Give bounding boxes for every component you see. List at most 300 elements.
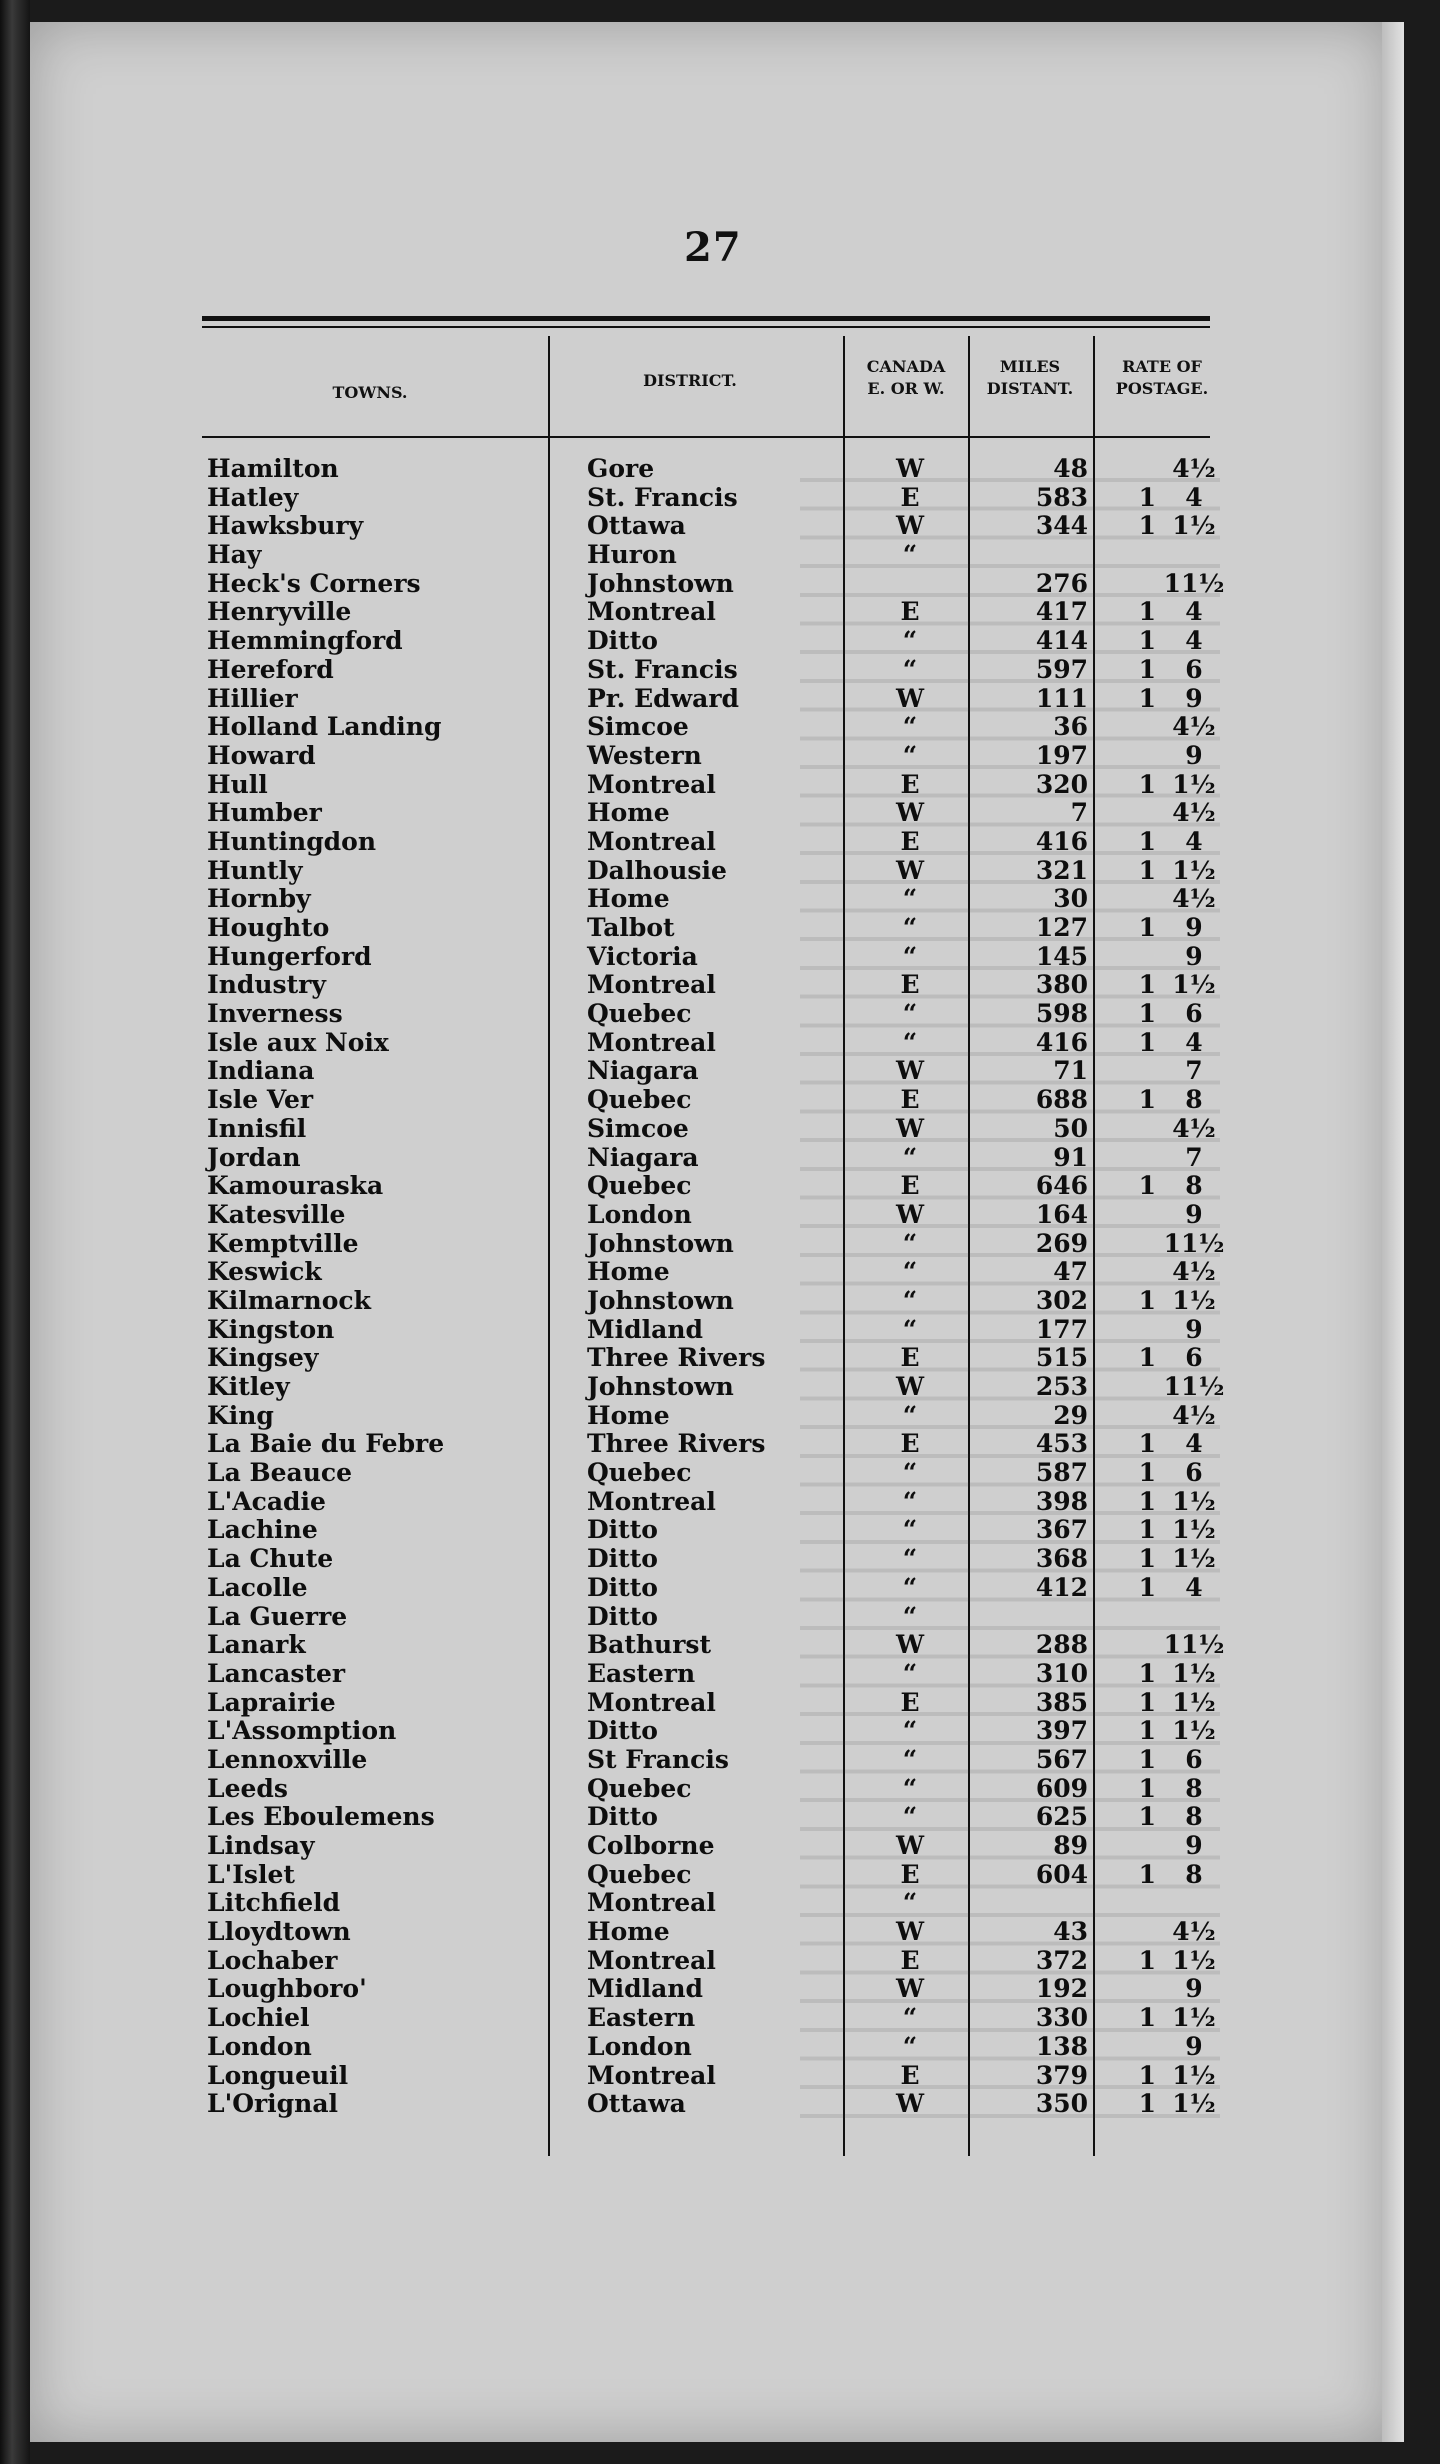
- table-row: [202, 1775, 1212, 1804]
- town-cell: London: [207, 2031, 312, 2061]
- miles-cell: 29: [1053, 1400, 1088, 1430]
- table-row: [202, 568, 1225, 599]
- rate-pence-cell: 6: [1185, 999, 1203, 1029]
- table-row: [202, 656, 1212, 685]
- town-cell: Kingston: [207, 1314, 335, 1344]
- canada-cell: “: [902, 1572, 918, 1602]
- miles-cell: 111: [1035, 683, 1088, 713]
- town-cell: Huntly: [207, 855, 303, 885]
- miles-cell: 50: [1053, 1113, 1088, 1143]
- rate-pence-cell: 9: [1185, 1974, 1203, 2004]
- district-cell: Western: [587, 740, 702, 770]
- rate-pence-cell: 8: [1185, 1773, 1203, 1803]
- town-cell: Hatley: [207, 482, 299, 512]
- canada-cell: W: [895, 454, 925, 483]
- rate-pence-cell: 1½: [1172, 2003, 1216, 2033]
- canada-cell: “: [902, 654, 918, 684]
- rate-pence-cell: 4: [1185, 1027, 1203, 1057]
- rate-pence-cell: 11½: [1163, 1630, 1225, 1660]
- town-cell: Lanark: [207, 1630, 306, 1660]
- town-cell: La Baie du Febre: [207, 1429, 445, 1459]
- table-row: [202, 970, 1216, 1000]
- table-row: [202, 1172, 1212, 1201]
- miles-cell: 398: [1035, 1486, 1088, 1516]
- header-canada: [846, 356, 966, 400]
- rate-shillings-cell: 1: [1138, 769, 1156, 799]
- district-cell: Dalhousie: [587, 855, 727, 885]
- table-row: [202, 884, 1216, 914]
- town-cell: La Chute: [207, 1544, 334, 1574]
- canada-cell: “: [902, 1544, 918, 1574]
- town-cell: Lochiel: [207, 2003, 310, 2033]
- table-row: [202, 2089, 1216, 2119]
- town-cell: Longueuil: [207, 2060, 349, 2090]
- district-cell: St. Francis: [587, 482, 738, 512]
- district-cell: Quebec: [587, 999, 692, 1029]
- town-cell: Hillier: [207, 683, 298, 713]
- town-cell: Isle Ver: [207, 1085, 314, 1115]
- district-cell: Eastern: [587, 1658, 696, 1688]
- town-cell: L'Assomption: [207, 1716, 397, 1746]
- town-cell: Hereford: [207, 654, 334, 684]
- district-cell: Eastern: [587, 2003, 696, 2033]
- table-row: [202, 1113, 1216, 1144]
- district-cell: Three Rivers: [587, 1429, 766, 1459]
- rate-shillings-cell: 1: [1138, 597, 1156, 627]
- rate-shillings-cell: 1: [1138, 1773, 1156, 1803]
- miles-cell: 310: [1035, 1658, 1088, 1688]
- rate-shillings-cell: 1: [1138, 1515, 1156, 1545]
- table-row: [202, 742, 1212, 771]
- miles-cell: 71: [1053, 1056, 1088, 1086]
- miles-cell: 367: [1035, 1515, 1088, 1545]
- rate-shillings-cell: 1: [1138, 1687, 1156, 1717]
- rate-shillings-cell: 1: [1138, 1429, 1156, 1459]
- canada-cell: E: [900, 826, 920, 856]
- header-miles-line2: DISTANT.: [986, 379, 1074, 398]
- table-row: [202, 454, 1216, 484]
- district-cell: Montreal: [587, 1486, 716, 1516]
- district-cell: Simcoe: [587, 1113, 689, 1143]
- table-row: [202, 1975, 1212, 2004]
- miles-cell: 688: [1035, 1085, 1088, 1115]
- miles-cell: 321: [1035, 855, 1088, 885]
- district-cell: London: [587, 1199, 692, 1229]
- rate-pence-cell: 8: [1185, 1085, 1203, 1115]
- canada-cell: E: [900, 1859, 920, 1889]
- table-row: [202, 1257, 1216, 1287]
- rate-pence-cell: 4½: [1172, 1113, 1216, 1143]
- canada-cell: “: [902, 1257, 918, 1287]
- rate-shillings-cell: 1: [1138, 1544, 1156, 1574]
- canada-cell: “: [902, 712, 918, 742]
- miles-cell: 269: [1035, 1228, 1088, 1258]
- town-cell: Lochaber: [207, 1945, 338, 1975]
- table-row: [202, 627, 1212, 656]
- miles-cell: 598: [1035, 999, 1088, 1029]
- miles-cell: 36: [1053, 712, 1088, 742]
- rate-pence-cell: 1½: [1172, 511, 1216, 541]
- district-cell: Ditto: [587, 1515, 658, 1545]
- rate-pence-cell: 7: [1185, 1142, 1203, 1172]
- canada-cell: “: [902, 1773, 918, 1803]
- miles-cell: 43: [1053, 1917, 1088, 1947]
- district-cell: Three Rivers: [587, 1343, 766, 1373]
- district-cell: Niagara: [587, 1142, 699, 1172]
- rate-pence-cell: 9: [1185, 1199, 1203, 1229]
- canada-cell: “: [902, 1027, 918, 1057]
- town-cell: King: [207, 1400, 274, 1430]
- district-cell: Ditto: [587, 1544, 658, 1574]
- miles-cell: 145: [1035, 941, 1088, 971]
- rate-pence-cell: 4½: [1172, 884, 1216, 914]
- rate-shillings-cell: 1: [1138, 1945, 1156, 1975]
- canada-cell: E: [900, 1343, 920, 1373]
- rate-shillings-cell: 1: [1138, 626, 1156, 656]
- miles-cell: 276: [1035, 568, 1088, 598]
- table-row: [202, 1486, 1216, 1517]
- district-cell: Simcoe: [587, 712, 689, 742]
- rate-shillings-cell: 1: [1138, 1458, 1156, 1488]
- district-cell: Colborne: [587, 1831, 715, 1860]
- miles-cell: 567: [1035, 1744, 1088, 1774]
- table-row: [202, 598, 1212, 627]
- table-row: [202, 2060, 1216, 2091]
- miles-cell: 453: [1035, 1429, 1088, 1459]
- town-cell: Hull: [207, 769, 268, 799]
- rate-pence-cell: 4½: [1172, 1257, 1216, 1287]
- table-row: [202, 2033, 1212, 2062]
- canada-cell: “: [902, 2003, 918, 2033]
- miles-cell: 587: [1035, 1458, 1088, 1488]
- canada-cell: E: [900, 1171, 920, 1201]
- rate-pence-cell: 7: [1185, 1056, 1203, 1086]
- miles-cell: 164: [1035, 1199, 1088, 1229]
- rate-shillings-cell: 1: [1138, 1285, 1156, 1315]
- district-cell: Talbot: [587, 913, 675, 942]
- miles-cell: 380: [1035, 970, 1088, 1000]
- town-cell: Lacolle: [207, 1572, 308, 1602]
- district-cell: St Francis: [587, 1744, 729, 1774]
- table-row: [202, 1945, 1216, 1976]
- header-canada-line2: E. OR W.: [867, 379, 945, 398]
- canada-cell: W: [895, 1372, 925, 1401]
- rate-pence-cell: 11½: [1163, 1372, 1225, 1401]
- district-cell: Johnstown: [587, 568, 734, 598]
- district-cell: Ottawa: [587, 511, 686, 541]
- header-miles-line1: MILES: [999, 357, 1061, 376]
- table-row: [202, 1746, 1212, 1775]
- district-cell: Ditto: [587, 1802, 658, 1832]
- rate-shillings-cell: 1: [1138, 482, 1156, 512]
- district-cell: Quebec: [587, 1458, 692, 1488]
- district-cell: Home: [587, 798, 670, 828]
- rate-shillings-cell: 1: [1138, 654, 1156, 684]
- table-row: [202, 1201, 1212, 1230]
- rate-shillings-cell: 1: [1138, 1027, 1156, 1057]
- miles-cell: 138: [1035, 2031, 1088, 2061]
- header-underline: [202, 436, 1210, 438]
- rate-pence-cell: 4½: [1172, 712, 1216, 742]
- canada-cell: W: [895, 855, 925, 885]
- town-cell: La Guerre: [207, 1601, 348, 1631]
- district-cell: Montreal: [587, 769, 716, 799]
- miles-cell: 646: [1035, 1171, 1088, 1201]
- canada-cell: “: [902, 1486, 918, 1516]
- table-row: [202, 1086, 1212, 1115]
- rate-pence-cell: 8: [1185, 1859, 1203, 1889]
- miles-cell: 330: [1035, 2003, 1088, 2033]
- header-rate: [1098, 356, 1226, 400]
- district-cell: Montreal: [587, 1888, 716, 1918]
- town-cell: Katesville: [207, 1199, 346, 1229]
- header-district: DISTRICT.: [643, 371, 737, 390]
- town-cell: Lennoxville: [207, 1744, 368, 1774]
- district-cell: Niagara: [587, 1056, 699, 1086]
- town-cell: L'Orignal: [207, 2089, 339, 2119]
- table-row: [202, 798, 1216, 828]
- town-cell: Jordan: [207, 1142, 301, 1172]
- miles-cell: 192: [1035, 1974, 1088, 2004]
- rate-shillings-cell: 1: [1138, 2089, 1156, 2119]
- district-cell: Ottawa: [587, 2089, 686, 2119]
- rate-shillings-cell: 1: [1138, 970, 1156, 1000]
- canada-cell: “: [902, 1458, 918, 1488]
- rate-pence-cell: 4: [1185, 482, 1203, 512]
- town-cell: Leeds: [207, 1773, 288, 1803]
- header-miles: [970, 356, 1090, 400]
- district-cell: Midland: [587, 1314, 704, 1344]
- district-cell: Gore: [587, 454, 655, 483]
- district-cell: Ditto: [587, 1716, 658, 1746]
- miles-cell: 89: [1053, 1831, 1088, 1860]
- miles-cell: 609: [1035, 1773, 1088, 1803]
- town-cell: Laprairie: [207, 1687, 336, 1717]
- table-row: [202, 1574, 1212, 1603]
- town-cell: Hay: [207, 540, 262, 570]
- table-row: [202, 1832, 1212, 1861]
- book-spine: [0, 0, 30, 2464]
- canada-cell: “: [902, 540, 918, 570]
- rate-pence-cell: 9: [1185, 1314, 1203, 1344]
- rate-shillings-cell: 1: [1138, 1744, 1156, 1774]
- district-cell: Quebec: [587, 1859, 692, 1889]
- district-cell: Quebec: [587, 1773, 692, 1803]
- miles-cell: 288: [1035, 1630, 1088, 1660]
- table-row: [202, 1400, 1216, 1431]
- district-cell: Home: [587, 1917, 670, 1947]
- canada-cell: “: [902, 1716, 918, 1746]
- district-cell: Montreal: [587, 597, 716, 627]
- table-row: [202, 769, 1216, 800]
- canada-cell: “: [902, 999, 918, 1029]
- canada-cell: E: [900, 1085, 920, 1115]
- town-cell: L'Acadie: [207, 1486, 326, 1516]
- rate-shillings-cell: 1: [1138, 1802, 1156, 1832]
- miles-cell: 416: [1035, 826, 1088, 856]
- canada-cell: “: [902, 2031, 918, 2061]
- canada-cell: W: [895, 1630, 925, 1660]
- canada-cell: “: [902, 1142, 918, 1172]
- town-cell: Indiana: [207, 1056, 315, 1086]
- town-cell: Henryville: [207, 597, 352, 627]
- rate-shillings-cell: 1: [1138, 2060, 1156, 2090]
- town-cell: Inverness: [207, 999, 343, 1029]
- rate-pence-cell: 4½: [1172, 1917, 1216, 1947]
- district-cell: Home: [587, 1257, 670, 1287]
- rate-pence-cell: 1½: [1172, 2060, 1216, 2090]
- canada-cell: W: [895, 798, 925, 828]
- table-row: [202, 1372, 1225, 1402]
- canada-cell: “: [902, 1515, 918, 1545]
- town-cell: Kingsey: [207, 1343, 319, 1373]
- table-row: [202, 1144, 1212, 1173]
- table-row: [202, 1000, 1212, 1029]
- canada-cell: “: [902, 1314, 918, 1344]
- town-cell: Isle aux Noix: [207, 1027, 389, 1057]
- rate-pence-cell: 4: [1185, 826, 1203, 856]
- rate-pence-cell: 1½: [1172, 1945, 1216, 1975]
- canada-cell: E: [900, 970, 920, 1000]
- town-cell: Industry: [207, 970, 326, 1000]
- town-cell: Lindsay: [207, 1831, 315, 1860]
- rate-pence-cell: 1½: [1172, 1486, 1216, 1516]
- district-cell: Johnstown: [587, 1372, 734, 1401]
- table-row: [202, 828, 1212, 857]
- rate-pence-cell: 1½: [1172, 1285, 1216, 1315]
- table-row: [202, 914, 1212, 943]
- miles-cell: 379: [1035, 2060, 1088, 2090]
- rate-shillings-cell: 1: [1138, 826, 1156, 856]
- rate-shillings-cell: 1: [1138, 683, 1156, 713]
- table-row: [202, 1344, 1212, 1373]
- table-row: [202, 1544, 1216, 1574]
- rate-pence-cell: 4: [1185, 626, 1203, 656]
- canada-cell: “: [902, 913, 918, 942]
- district-cell: Montreal: [587, 2060, 716, 2090]
- table-row: [202, 1603, 1212, 1632]
- town-cell: Hornby: [207, 884, 311, 914]
- rate-pence-cell: 1½: [1172, 1515, 1216, 1545]
- district-cell: Victoria: [587, 941, 698, 971]
- canada-cell: E: [900, 769, 920, 799]
- postage-table: [202, 454, 1225, 2119]
- district-cell: St. Francis: [587, 654, 738, 684]
- table-row: [202, 1285, 1216, 1316]
- town-cell: Les Eboulemens: [207, 1802, 435, 1832]
- miles-cell: 91: [1053, 1142, 1088, 1172]
- miles-cell: 344: [1035, 511, 1088, 541]
- town-cell: Kitley: [207, 1372, 290, 1401]
- miles-cell: 48: [1053, 454, 1088, 483]
- miles-cell: 368: [1035, 1544, 1088, 1574]
- canada-cell: “: [902, 1802, 918, 1832]
- table-row: [202, 1029, 1212, 1058]
- miles-cell: 625: [1035, 1802, 1088, 1832]
- rate-pence-cell: 6: [1185, 1458, 1203, 1488]
- canada-cell: “: [902, 626, 918, 656]
- table-row: [202, 943, 1212, 972]
- rate-pence-cell: 6: [1185, 654, 1203, 684]
- canada-cell: “: [902, 1228, 918, 1258]
- town-cell: Loughboro': [207, 1974, 367, 2004]
- rate-shillings-cell: 1: [1138, 1085, 1156, 1115]
- miles-cell: 127: [1035, 913, 1088, 942]
- miles-cell: 30: [1053, 884, 1088, 914]
- rate-pence-cell: 9: [1185, 683, 1203, 713]
- rate-pence-cell: 4½: [1172, 798, 1216, 828]
- rate-pence-cell: 6: [1185, 1343, 1203, 1373]
- miles-cell: 583: [1035, 482, 1088, 512]
- canada-cell: W: [895, 1056, 925, 1086]
- table-row: [202, 1228, 1225, 1259]
- rate-shillings-cell: 1: [1138, 1343, 1156, 1373]
- rate-pence-cell: 9: [1185, 941, 1203, 971]
- canada-cell: “: [902, 1744, 918, 1774]
- miles-cell: 253: [1035, 1372, 1088, 1401]
- district-cell: Pr. Edward: [587, 683, 739, 713]
- canada-cell: E: [900, 2060, 920, 2090]
- table-row: [202, 511, 1216, 541]
- town-cell: Huntingdon: [207, 826, 377, 856]
- rate-pence-cell: 4½: [1172, 454, 1216, 483]
- district-cell: Johnstown: [587, 1228, 734, 1258]
- page-number: 27: [684, 224, 742, 271]
- canada-cell: E: [900, 482, 920, 512]
- district-cell: Ditto: [587, 1572, 658, 1602]
- table-row: [202, 1459, 1212, 1488]
- town-cell: Kemptville: [207, 1228, 359, 1258]
- miles-cell: 604: [1035, 1859, 1088, 1889]
- town-cell: Houghto: [207, 913, 330, 942]
- table-row: [202, 541, 1212, 570]
- town-cell: La Beauce: [207, 1458, 353, 1488]
- rate-pence-cell: 1½: [1172, 855, 1216, 885]
- district-cell: Ditto: [587, 626, 658, 656]
- top-rule-thick: [202, 316, 1210, 321]
- canada-cell: E: [900, 1687, 920, 1717]
- table-row: [202, 712, 1216, 742]
- canada-cell: “: [902, 941, 918, 971]
- rate-shillings-cell: 1: [1138, 1572, 1156, 1602]
- miles-cell: 412: [1035, 1572, 1088, 1602]
- district-cell: Johnstown: [587, 1285, 734, 1315]
- rate-pence-cell: 9: [1185, 1831, 1203, 1860]
- canada-cell: “: [902, 884, 918, 914]
- rate-pence-cell: 1½: [1172, 1716, 1216, 1746]
- canada-cell: “: [902, 740, 918, 770]
- rate-shillings-cell: 1: [1138, 1171, 1156, 1201]
- table-row: [202, 855, 1216, 886]
- town-cell: L'Islet: [207, 1859, 295, 1889]
- header-canada-line1: CANADA: [866, 357, 946, 376]
- canada-cell: “: [902, 1400, 918, 1430]
- district-cell: Montreal: [587, 826, 716, 856]
- town-cell: Lachine: [207, 1515, 318, 1545]
- canada-cell: “: [902, 1888, 918, 1918]
- miles-cell: 197: [1035, 740, 1088, 770]
- canada-cell: W: [895, 511, 925, 541]
- district-cell: Midland: [587, 1974, 704, 2004]
- rate-pence-cell: 4½: [1172, 1400, 1216, 1430]
- table-row: [202, 1861, 1212, 1890]
- rate-pence-cell: 9: [1185, 740, 1203, 770]
- district-cell: Montreal: [587, 1027, 716, 1057]
- town-cell: Holland Landing: [207, 712, 442, 742]
- rate-pence-cell: 8: [1185, 1171, 1203, 1201]
- town-cell: Lancaster: [207, 1658, 346, 1688]
- table-row: [202, 1658, 1216, 1689]
